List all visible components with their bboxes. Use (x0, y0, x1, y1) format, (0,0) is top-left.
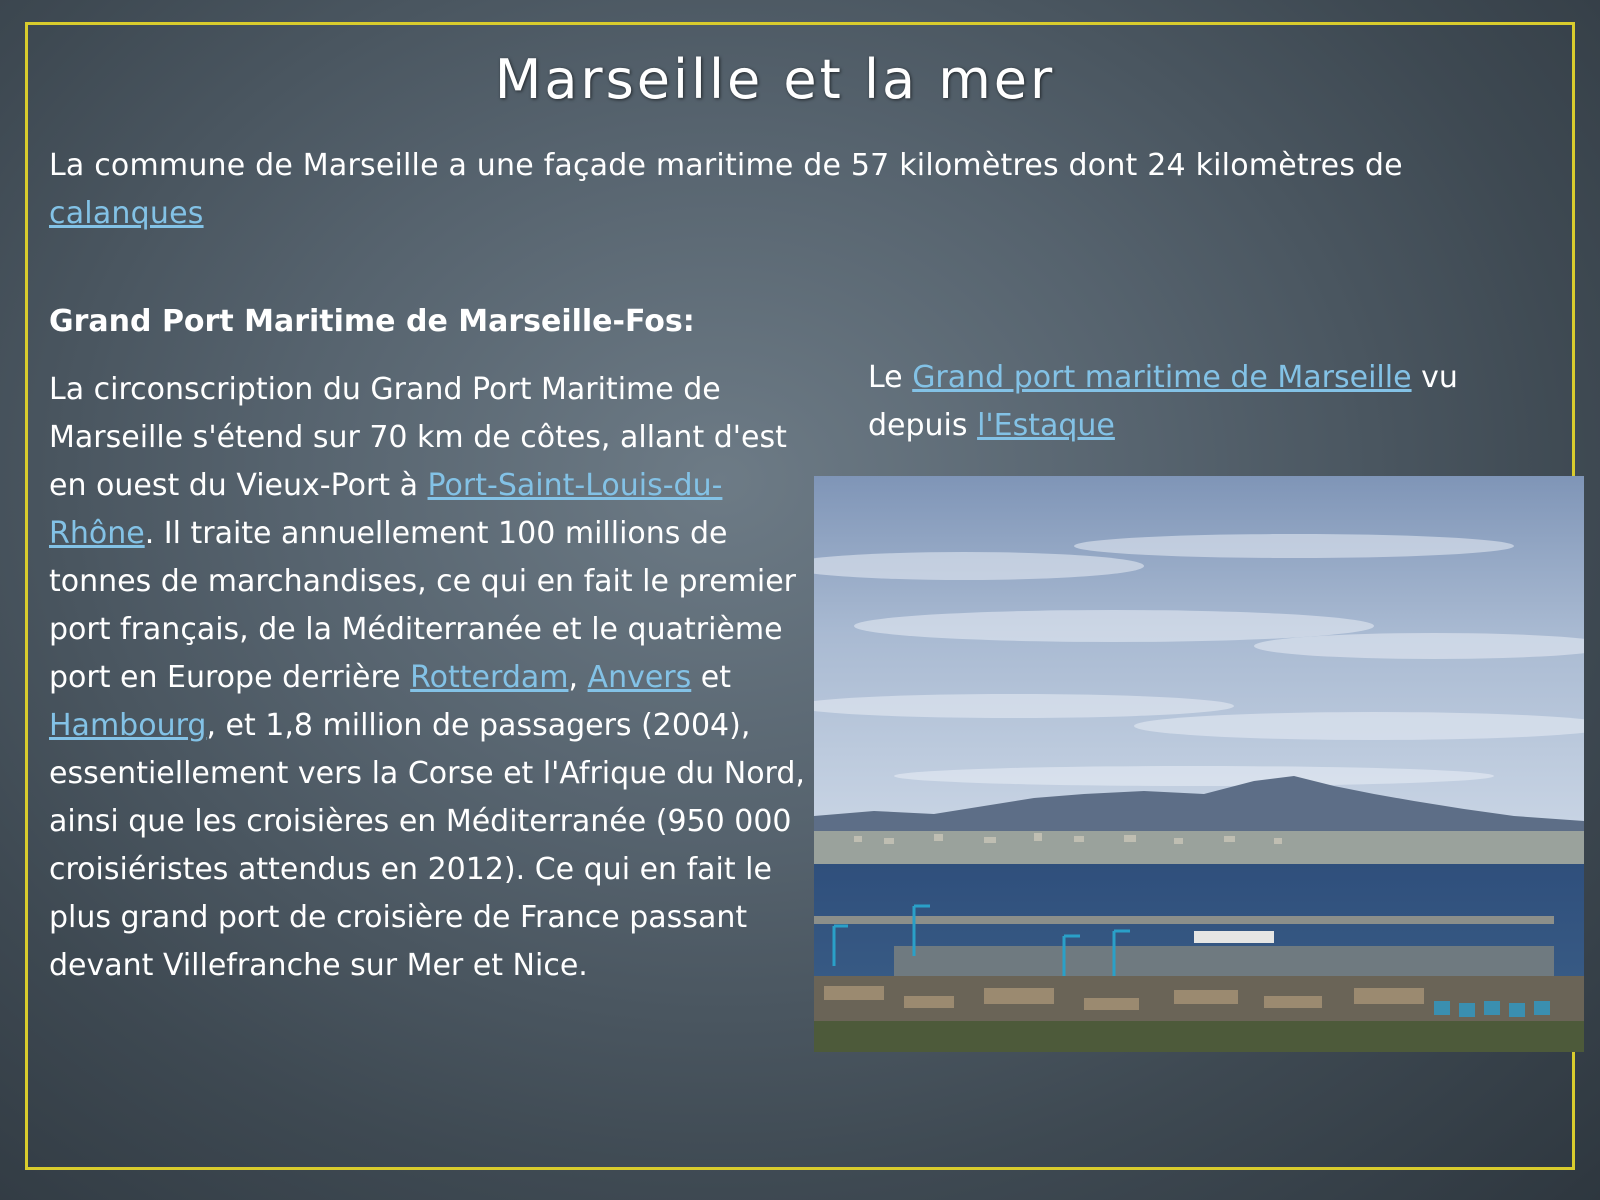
link-hambourg[interactable]: Hambourg (49, 708, 207, 743)
link-estaque[interactable]: l'Estaque (977, 408, 1115, 443)
link-anvers[interactable]: Anvers (587, 660, 692, 695)
photo-caption (868, 354, 1528, 450)
slide-title: Marseille et la mer (494, 48, 1056, 111)
port-text-sep1: , (568, 660, 588, 695)
link-port-saint-louis[interactable]: Port-Saint-Louis-du-Rhône (49, 468, 723, 551)
port-photo (814, 476, 1584, 1052)
link-rotterdam[interactable]: Rotterdam (410, 660, 569, 695)
intro-text: La commune de Marseille a une façade maritime de 57 kilomètres dont 24 kilomètres de (49, 148, 1403, 183)
port-text-part2: . Il traite annuellement 100 millions de tonnes de marchandises, ce qui en fait le premier port français, de la Méditerranée et le quatrième port en Europe derrière (49, 516, 797, 695)
link-calanques[interactable]: calanques (49, 196, 204, 231)
port-text-part1: La circonscription du Grand Port Maritime de Marseille s'étend sur 70 km de côtes, allant d'est en ouest du Vieux-Port à (49, 372, 787, 503)
port-paragraph (49, 366, 819, 990)
port-heading: Grand Port Maritime de Marseille-Fos: (49, 304, 695, 339)
port-text-sep2: et (691, 660, 732, 695)
intro-paragraph (49, 142, 1449, 238)
caption-middle: vu depuis (868, 360, 1458, 443)
port-text-part3: , et 1,8 million de passagers (2004), essentiellement vers la Corse et l'Afrique du Nord, ainsi que les croisières en Méditerranée (950 000 croisiéristes attendus en 2012). Ce qui en fait le plus grand port de croisière de France passant devant Villefranche sur Mer et Nice. (49, 708, 805, 983)
caption-prefix: Le (868, 360, 913, 395)
link-grand-port[interactable]: Grand port maritime de Marseille (912, 360, 1412, 395)
